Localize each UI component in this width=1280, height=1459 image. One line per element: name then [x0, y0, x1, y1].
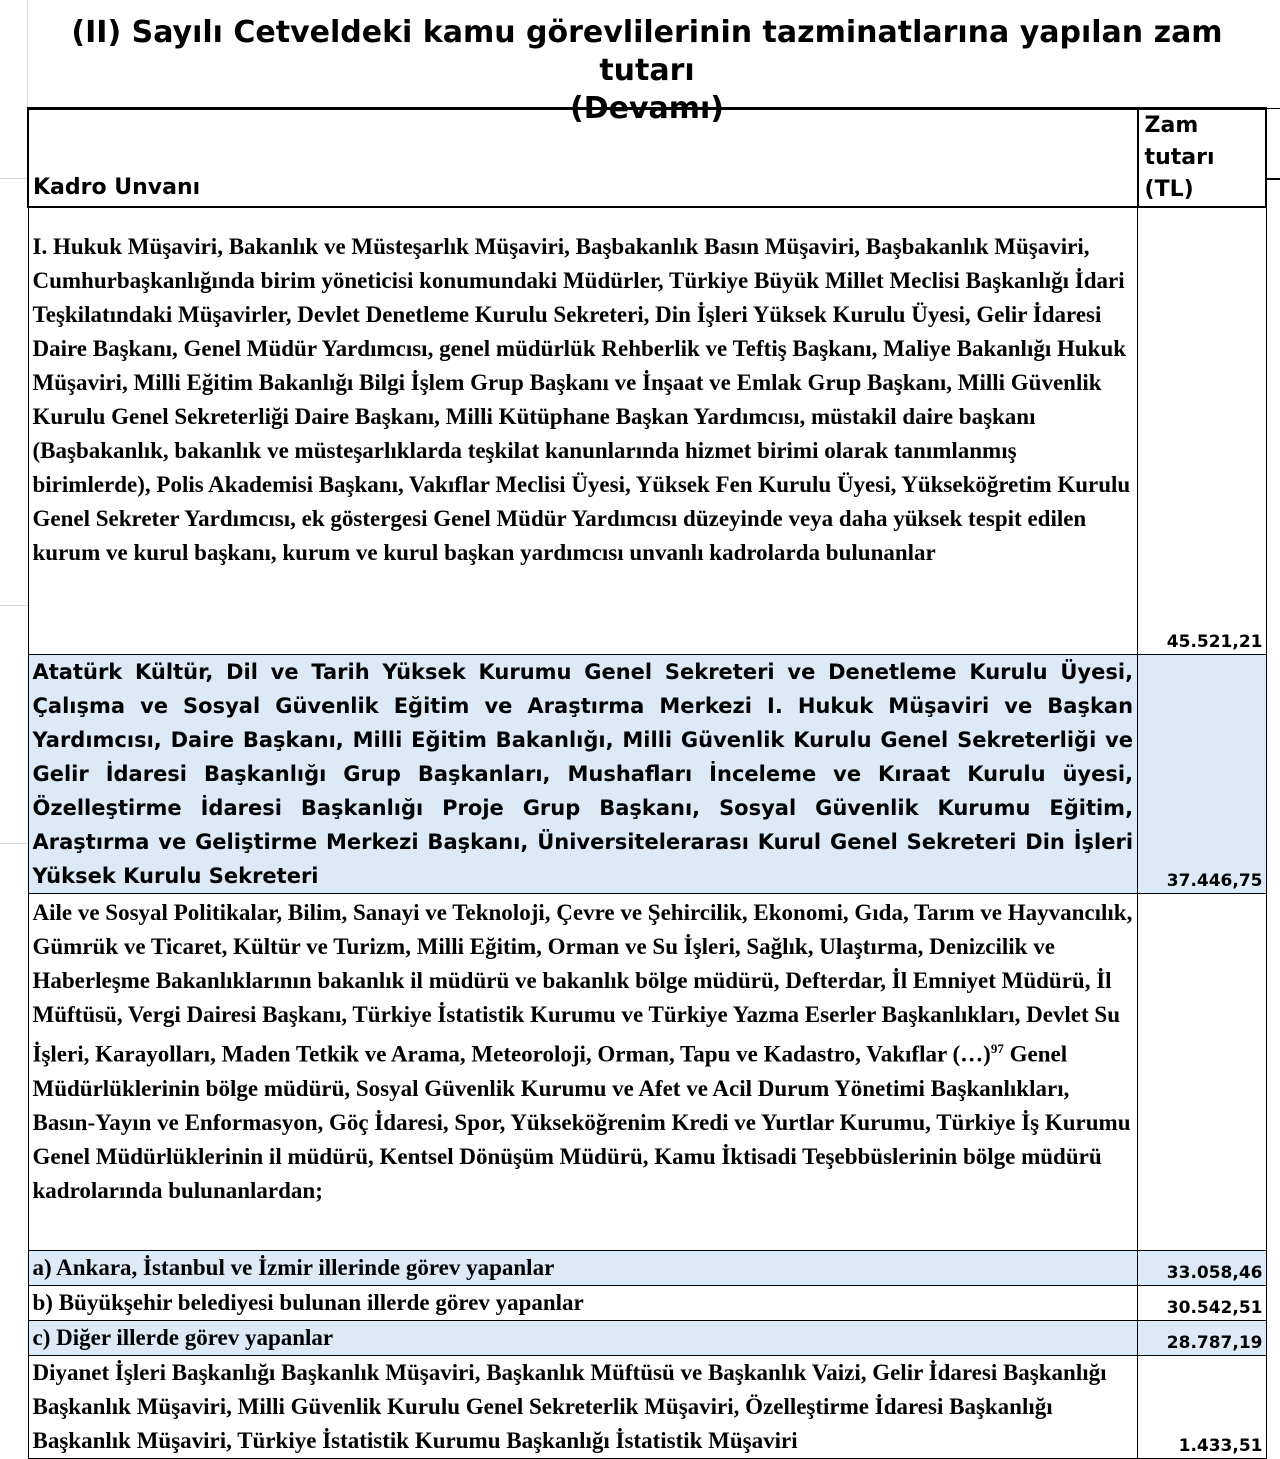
- row-text-part-2: Genel Müdürlüklerinin bölge müdürü, Sosyal Güvenlik Kurumu ve Afet ve Acil Durum Yönetimi Başkanlıkları, Basın-Yayın ve Enformasyon, Göç İdaresi, Spor, Yükseköğrenim Kredi ve Yurtlar Kurumu, Türkiye İş Kurumu Genel Müdürlüklerinin il müdürü, Kentsel Dönüşüm Müdürü, Kamu İktisadi Teşebbüslerinin bölge müdürü kadrolarında bulunanlardan;: [32, 1041, 1131, 1203]
- sheet-gridline: [1266, 108, 1280, 109]
- cell-kadro-unvani[interactable]: [28, 655, 1138, 894]
- cell-zam-tutari[interactable]: [1138, 655, 1266, 894]
- title-line-2: (Devamı): [569, 91, 724, 126]
- cell-kadro-unvani[interactable]: [28, 1356, 1138, 1459]
- header-cell-zam-tutari[interactable]: [1138, 109, 1266, 208]
- header-label-zam-line1: Zam tutarı: [1144, 113, 1215, 170]
- sheet-gridline: [0, 843, 28, 844]
- row-text-part-1: Aile ve Sosyal Politikalar, Bilim, Sanayi ve Teknoloji, Çevre ve Şehircilik, Ekonomi, Gıda, Tarım ve Hayvancılık, Gümrük ve Ticaret, Kültür ve Turizm, Milli Eğitim, Orman ve Su İşleri, Sağlık, Ulaştırma, Denizcilik ve Haberleşme Bakanlıklarının bakanlık il müdürü ve bakanlık bölge müdürü, Defterdar, İl Emniyet Müdürü, İl Müftüsü, Vergi Dairesi Başkanı, Türkiye İstatistik Kurumu ve Türkiye Yazma Eserler Başkanlıkları, Devlet Su İşleri, Karayolları, Maden Tetkik ve Arama, Meteoroloji, Orman, Tapu ve Kadastro, Vakıflar (…): [32, 900, 1133, 1067]
- sheet-gridline: [0, 178, 28, 179]
- footnote-marker[interactable]: 97: [990, 1041, 1004, 1056]
- sheet-gridline: [0, 605, 28, 606]
- cell-kadro-unvani[interactable]: [28, 207, 1138, 655]
- cell-zam-tutari[interactable]: [1138, 1286, 1266, 1321]
- row-text: c) Diğer illerde görev yapanlar: [32, 1325, 334, 1350]
- row-text: Diyanet İşleri Başkanlığı Başkanlık Müşaviri, Başkanlık Müftüsü ve Başkanlık Vaizi, Gelir İdaresi Başkanlığı Başkanlık Müşaviri, Milli Güvenlik Kurulu Genel Sekreterlik Müşaviri, Özelleştirme İdaresi Başkanlığı Başkanlık Müşaviri, Türkiye İstatistik Kurumu Başkanlığı İstatistik Müşaviri: [32, 1360, 1107, 1453]
- allowance-table: [27, 107, 1267, 1459]
- row-amount: 28.787,19: [1166, 1333, 1263, 1353]
- row-text: a) Ankara, İstanbul ve İzmir illerinde görev yapanlar: [32, 1255, 555, 1280]
- table-header-row: [28, 109, 1266, 208]
- cell-zam-tutari[interactable]: [1138, 1251, 1266, 1286]
- title-line-1: (II) Sayılı Cetveldeki kamu görevlilerinin tazminatlarına yapılan zam tutarı: [71, 15, 1223, 88]
- row-amount: 1.433,51: [1178, 1436, 1263, 1456]
- row-amount: 37.446,75: [1166, 871, 1263, 891]
- table-row: [28, 894, 1266, 1251]
- cell-zam-tutari[interactable]: [1138, 1321, 1266, 1356]
- table-row: [28, 207, 1266, 655]
- row-amount: 30.542,51: [1166, 1298, 1263, 1318]
- row-text: I. Hukuk Müşaviri, Bakanlık ve Müsteşarlık Müşaviri, Başbakanlık Basın Müşaviri, Başbakanlık Müşaviri, Cumhurbaşkanlığında birim yöneticisi konumundaki Müdürler, Türkiye Büyük Millet Meclisi Başkanlığı İdari Teşkilatındaki Müşavirler, Devlet Denetleme Kurulu Sekreteri, Din İşleri Yüksek Kurulu Üyesi, Gelir İdaresi Daire Başkanı, Genel Müdür Yardımcısı, genel müdürlük Rehberlik ve Teftiş Başkanı, Maliye Bakanlığı Hukuk Müşaviri, Milli Eğitim Bakanlığı Bilgi İşlem Grup Başkanı ve İnşaat ve Emlak Grup Başkanı, Milli Güvenlik Kurulu Genel Sekreterliği Daire Başkanı, Milli Kütüphane Başkan Yardımcısı, müstakil daire başkanı (Başbakanlık, bakanlık ve müsteşarlıklarda teşkilat kanunlarında hizmet birimi olarak tanımlanmış birimlerde), Polis Akademisi Başkanı, Vakıflar Meclisi Üyesi, Yüksek Fen Kurulu Üyesi, Yükseköğretim Kurulu Genel Sekreter Yardımcısı, ek göstergesi Genel Müdür Yardımcısı düzeyinde veya daha yüksek tespit edilen kurum ve kurul başkanı, kurum ve kurul başkan yardımcısı unvanlı kadrolarda bulunanlar: [32, 234, 1131, 565]
- row-text: b) Büyükşehir belediyesi bulunan illerde görev yapanlar: [32, 1290, 584, 1315]
- table-row: [28, 655, 1266, 894]
- header-label-zam-line2: (TL): [1144, 177, 1194, 202]
- cell-zam-tutari[interactable]: [1138, 1356, 1266, 1459]
- table-row: [28, 1251, 1266, 1286]
- sheet-gridline: [1266, 178, 1280, 180]
- row-amount: 33.058,46: [1166, 1263, 1263, 1283]
- header-label-kadro-unvani: Kadro Unvanı: [33, 175, 201, 200]
- cell-kadro-unvani[interactable]: [28, 1286, 1138, 1321]
- table-row: [28, 1286, 1266, 1321]
- table-row: [28, 1321, 1266, 1356]
- row-text: Atatürk Kültür, Dil ve Tarih Yüksek Kurumu Genel Sekreteri ve Denetleme Kurulu Üyesi, Çalışma ve Sosyal Güvenlik Eğitim ve Araştırma Merkezi I. Hukuk Müşaviri ve Başkan Yardımcısı, Daire Başkanı, Milli Eğitim Bakanlığı, Milli Güvenlik Kurulu Genel Sekreterliği ve Gelir İdaresi Başkanlığı Grup Başkanları, Mushafları İnceleme ve Kıraat Kurulu üyesi, Özelleştirme İdaresi Başkanlığı Proje Grup Başkanı, Sosyal Güvenlik Kurumu Eğitim, Araştırma ve Geliştirme Merkezi Başkanı, Üniversitelerarası Kurul Genel Sekreteri Din İşleri Yüksek Kurulu Sekreteri: [32, 660, 1134, 888]
- cell-zam-tutari[interactable]: [1138, 207, 1266, 655]
- cell-kadro-unvani[interactable]: [28, 894, 1138, 1251]
- row-text: [33, 896, 1134, 1208]
- cell-kadro-unvani[interactable]: [28, 1321, 1138, 1356]
- cell-zam-tutari[interactable]: [1138, 894, 1266, 1251]
- row-amount: 45.521,21: [1166, 632, 1263, 652]
- table-row: [28, 1356, 1266, 1459]
- header-cell-kadro-unvani[interactable]: [28, 109, 1138, 208]
- cell-kadro-unvani[interactable]: [28, 1251, 1138, 1286]
